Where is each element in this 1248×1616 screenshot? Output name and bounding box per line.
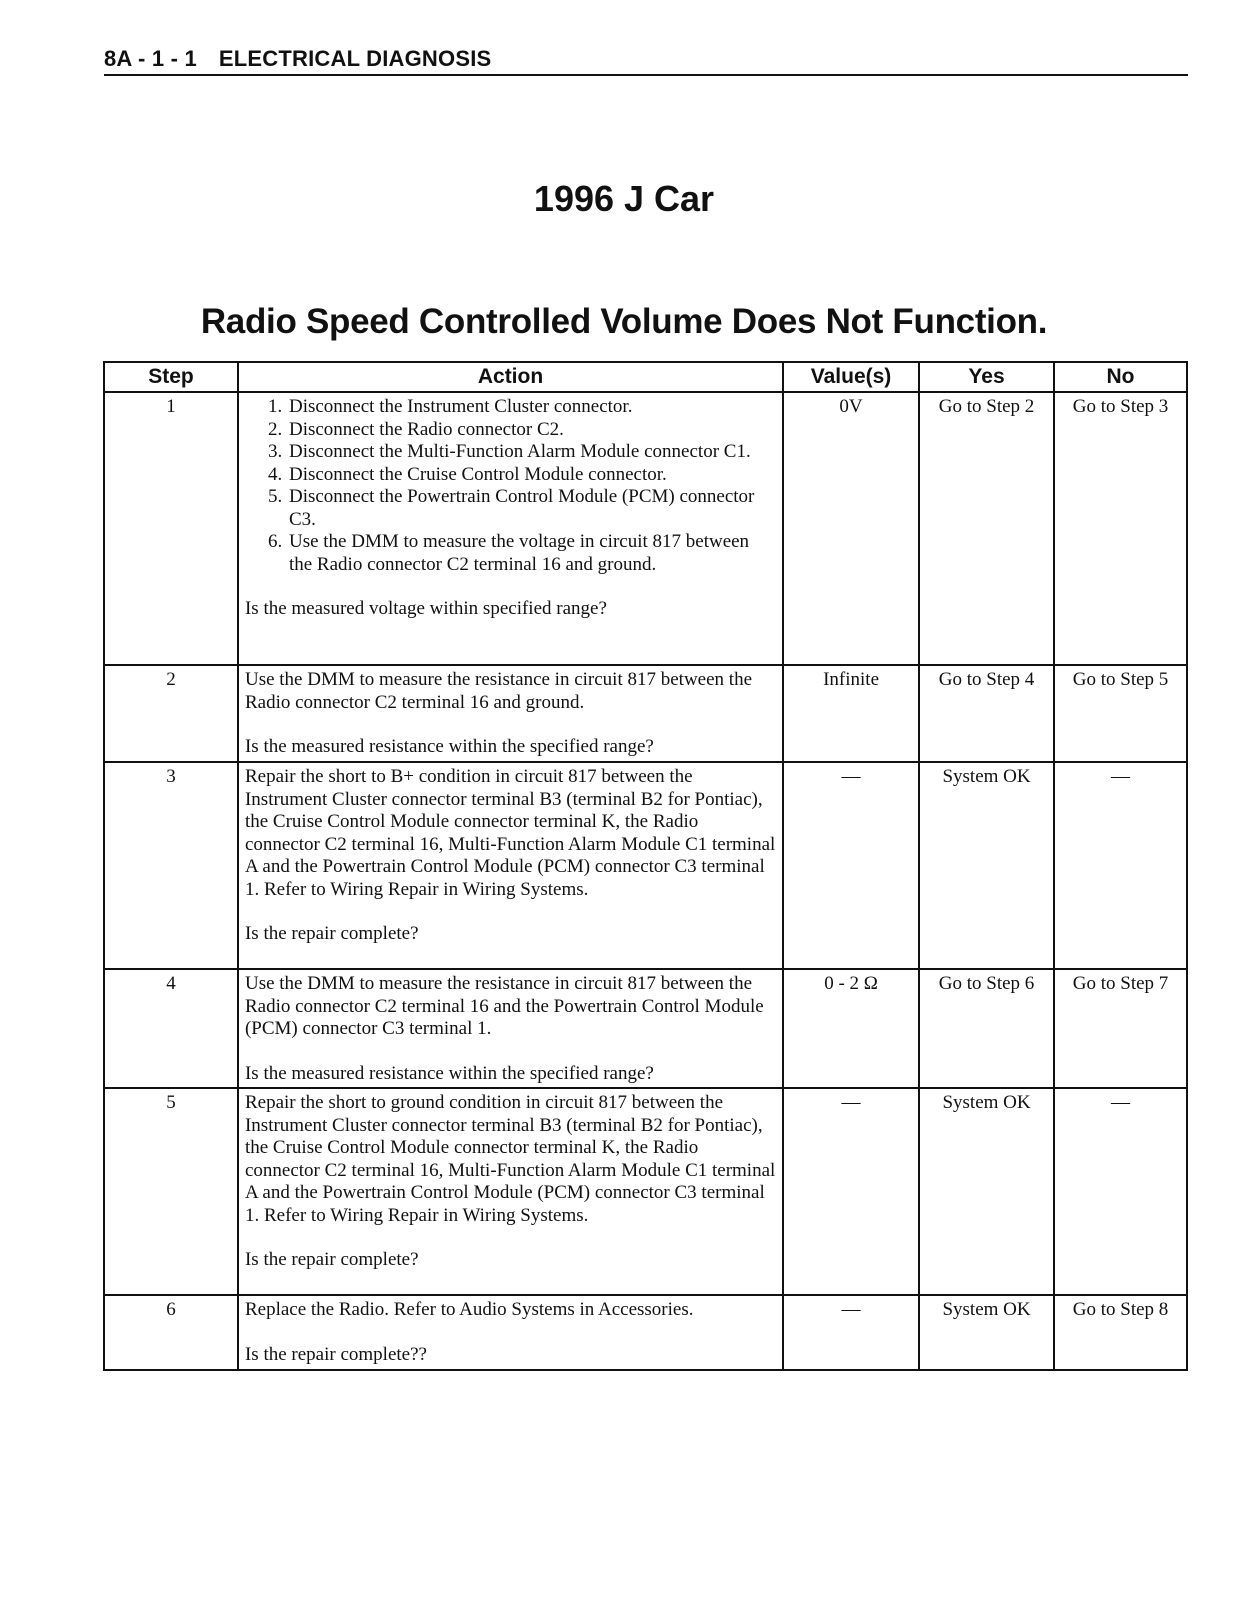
action-steps-list	[245, 396, 776, 576]
yes-cell: Go to Step 6	[919, 969, 1054, 1088]
table-row	[104, 392, 1187, 665]
action-text: Use the DMM to measure the resistance in circuit 817 between the Radio connector C2 terminal 16 and the Powertrain Control Module (PCM) connector C3 terminal 1.	[244, 973, 764, 1039]
no-cell: Go to Step 8	[1054, 1295, 1187, 1370]
no-cell: Go to Step 3	[1054, 392, 1187, 665]
no-cell: —	[1054, 762, 1187, 969]
column-header-yes: Yes	[919, 362, 1054, 392]
section-title: ELECTRICAL DIAGNOSIS	[218, 46, 492, 71]
action-question: Is the repair complete?	[244, 1249, 419, 1270]
no-cell: —	[1054, 1088, 1187, 1295]
table-row	[104, 762, 1187, 969]
action-question: Is the measured voltage within specified range?	[244, 598, 607, 619]
value-cell: —	[783, 1295, 919, 1370]
step-number: 5	[104, 1088, 238, 1295]
action-question: Is the repair complete??	[244, 1343, 427, 1365]
step-number: 6	[104, 1295, 238, 1370]
list-item: 5. Disconnect the Powertrain Control Module (PCM) connector C3.	[287, 486, 776, 531]
value-cell: 0V	[783, 392, 919, 665]
action-cell	[238, 1295, 783, 1370]
column-header-action: Action	[238, 362, 783, 392]
action-cell	[238, 762, 783, 969]
list-item: 2. Disconnect the Radio connector C2.	[287, 419, 776, 442]
no-cell: Go to Step 7	[1054, 969, 1187, 1088]
step-number: 3	[104, 762, 238, 969]
table-row	[104, 1088, 1187, 1295]
table-row	[104, 1295, 1187, 1370]
action-question: Is the repair complete?	[244, 923, 419, 944]
table-header-row	[104, 362, 1187, 392]
list-item: 4. Disconnect the Cruise Control Module connector.	[287, 464, 776, 487]
action-question: Is the measured resistance within the specified range?	[244, 736, 654, 757]
value-cell: Infinite	[783, 665, 919, 762]
yes-cell: System OK	[919, 1088, 1054, 1295]
step-number: 1	[104, 392, 238, 665]
action-cell	[238, 1088, 783, 1295]
list-item: 1. Disconnect the Instrument Cluster connector.	[287, 396, 776, 419]
value-cell: 0 - 2 Ω	[783, 969, 919, 1088]
procedure-title: Radio Speed Controlled Volume Does Not Function.	[200, 302, 1048, 341]
action-text: Repair the short to B+ condition in circuit 817 between the Instrument Cluster connector terminal B3 (terminal B2 for Pontiac), the Cruise Control Module connector terminal K, the Radio connector C2 terminal 16, Multi-Function Alarm Module C1 terminal A and the Powertrain Control Module (PCM) connector C3 terminal 1. Refer to Wiring Repair in Wiring Systems.	[244, 766, 776, 900]
step-number: 2	[104, 665, 238, 762]
page-header	[104, 46, 1188, 76]
step-number: 4	[104, 969, 238, 1088]
action-text: Replace the Radio. Refer to Audio Systems in Accessories.	[244, 1299, 694, 1320]
value-cell: —	[783, 1088, 919, 1295]
yes-cell: Go to Step 2	[919, 392, 1054, 665]
table-row	[104, 969, 1187, 1088]
column-header-values: Value(s)	[783, 362, 919, 392]
no-cell: Go to Step 5	[1054, 665, 1187, 762]
table-row	[104, 665, 1187, 762]
column-header-step: Step	[104, 362, 238, 392]
diagnostic-table	[103, 361, 1188, 1371]
yes-cell: System OK	[919, 1295, 1054, 1370]
list-item: 3. Disconnect the Multi-Function Alarm Module connector C1.	[287, 441, 776, 464]
action-text: Use the DMM to measure the resistance in circuit 817 between the Radio connector C2 terminal 16 and ground.	[244, 669, 753, 713]
value-cell: —	[783, 762, 919, 969]
action-cell	[238, 392, 783, 665]
action-cell	[238, 665, 783, 762]
action-question: Is the measured resistance within the specified range?	[244, 1062, 654, 1084]
list-item: 6. Use the DMM to measure the voltage in circuit 817 between the Radio connector C2 terminal 16 and ground.	[287, 531, 776, 576]
yes-cell: System OK	[919, 762, 1054, 969]
column-header-no: No	[1054, 362, 1187, 392]
yes-cell: Go to Step 4	[919, 665, 1054, 762]
action-text: Repair the short to ground condition in circuit 817 between the Instrument Cluster connector terminal B3 (terminal B2 for Pontiac), the Cruise Control Module connector terminal K, the Radio connector C2 terminal 16, Multi-Function Alarm Module C1 terminal A and the Powertrain Control Module (PCM) connector C3 terminal 1. Refer to Wiring Repair in Wiring Systems.	[244, 1092, 776, 1226]
page-title: 1996 J Car	[533, 178, 715, 219]
action-cell	[238, 969, 783, 1088]
section-number: 8A - 1 - 1	[104, 46, 197, 71]
